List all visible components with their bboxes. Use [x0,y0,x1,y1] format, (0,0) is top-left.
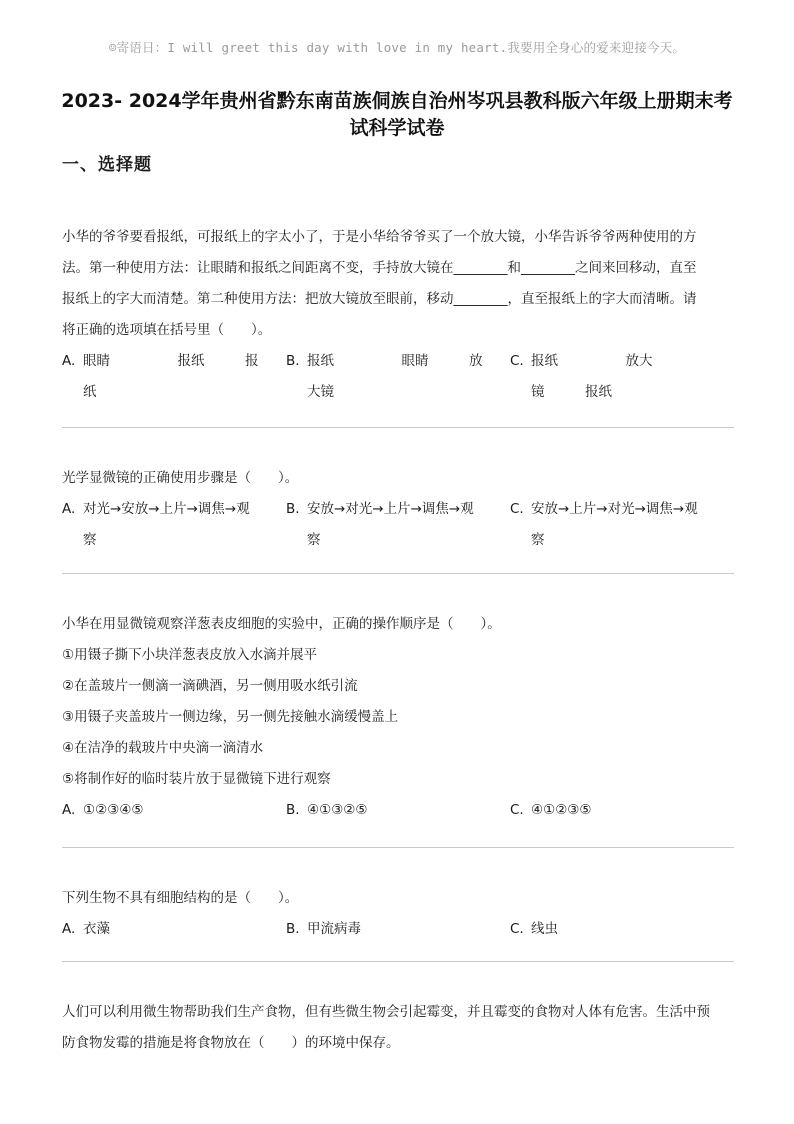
question-3-step: ④在洁净的载玻片中央滴一滴清水 [62,740,264,756]
option-text-cont: 镜 报纸 [531,384,612,400]
question-1-stem-line: 法。第一种使用方法：让眼睛和报纸之间距离不变，手持放大镜在________和________之间来回移动，直至 [62,260,697,276]
divider [62,573,734,574]
option-text: 衣藻 [83,921,110,937]
question-1-options [62,346,734,408]
divider [62,427,734,428]
option-b[interactable] [286,914,492,945]
option-text-cont: 纸 [83,384,97,400]
question-1 [62,222,734,408]
option-letter: B. [286,501,300,517]
question-1-stem-line: 小华的爷爷要看报纸，可报纸上的字太小了，于是小华给爷爷买了一个放大镜，小华告诉爷爷两种使用的方 [62,229,697,245]
question-3-step: ③用镊子夹盖玻片一侧边缘，另一侧先接触水滴缓慢盖上 [62,709,399,725]
option-a[interactable] [62,914,268,945]
question-1-stem-line: 将正确的选项填在括号里（ ）。 [62,322,272,338]
option-letter: B. [286,921,300,937]
option-letter: B. [286,802,300,818]
option-text: ①②③④⑤ [83,802,144,818]
divider [62,961,734,962]
option-letter: A. [62,501,76,517]
option-c[interactable] [510,795,716,826]
question-3-step: ①用镊子撕下小块洋葱表皮放入水滴并展平 [62,647,318,663]
option-a[interactable] [62,494,268,556]
option-c[interactable] [510,914,716,945]
title-line-2: 试科学试卷 [349,117,445,139]
option-letter: A. [62,802,76,818]
option-text: 眼睛 报纸 报 [83,353,259,369]
option-text-cont: 察 [83,532,97,548]
page-title [40,88,754,142]
option-letter: A. [62,353,76,369]
question-3 [62,609,734,826]
question-3-options [62,795,734,826]
divider [62,847,734,848]
option-text: ④①②③⑤ [531,802,592,818]
question-4-stem-line: 下列生物不具有细胞结构的是（ ）。 [62,890,299,906]
option-a[interactable] [62,795,268,826]
option-c[interactable] [510,494,716,556]
option-a[interactable] [62,346,268,408]
question-3-stem-line: 小华在用显微镜观察洋葱表皮细胞的实验中，正确的操作顺序是（ ）。 [62,616,501,632]
option-text: 报纸 放大 [531,353,653,369]
option-b[interactable] [286,346,492,408]
option-text: ④①③②⑤ [307,802,368,818]
option-letter: B. [286,353,300,369]
option-letter: C. [510,353,524,369]
question-2-options [62,494,734,556]
option-b[interactable] [286,795,492,826]
question-3-step: ⑤将制作好的临时装片放于显微镜下进行观察 [62,771,331,787]
section-title: 一、选择题 [62,155,152,175]
option-text: 报纸 眼睛 放 [307,353,483,369]
option-text-cont: 察 [307,532,321,548]
option-text: 安放→上片→对光→调焦→观 [531,501,698,517]
question-4-options [62,914,734,945]
option-letter: A. [62,921,76,937]
question-5-stem-line: 人们可以利用微生物帮助我们生产食物，但有些微生物会引起霉变，并且霉变的食物对人体有危害。生活中预 [62,1004,710,1020]
question-4 [62,883,734,945]
option-text: 对光→安放→上片→调焦→观 [83,501,250,517]
option-letter: C. [510,802,524,818]
title-line-1: 2023- 2024学年贵州省黔东南苗族侗族自治州岑巩县教科版六年级上册期末考 [61,90,733,112]
option-c[interactable] [510,346,716,408]
option-text-cont: 察 [531,532,545,548]
option-letter: C. [510,921,524,937]
option-text: 甲流病毒 [307,921,361,937]
option-text-cont: 大镜 [307,384,334,400]
question-1-stem-line: 报纸上的字大而清楚。第二种使用方法：把放大镜放至眼前，移动________，直至报纸上的字大而清晰。请 [62,291,697,307]
option-text: 安放→对光→上片→调焦→观 [307,501,474,517]
question-2-stem-line: 光学显微镜的正确使用步骤是（ ）。 [62,470,299,486]
option-b[interactable] [286,494,492,556]
option-letter: C. [510,501,524,517]
header-motto: ☺寄语日：I will greet this day with love in my heart.我要用全身心的爱来迎接今天。 [108,40,686,55]
question-5-stem-line: 防食物发霉的措施是将食物放在（ ）的环境中保存。 [62,1035,400,1051]
option-text: 线虫 [531,921,558,937]
question-5 [62,997,734,1059]
question-2 [62,463,734,556]
question-3-step: ②在盖玻片一侧滴一滴碘酒，另一侧用吸水纸引流 [62,678,358,694]
